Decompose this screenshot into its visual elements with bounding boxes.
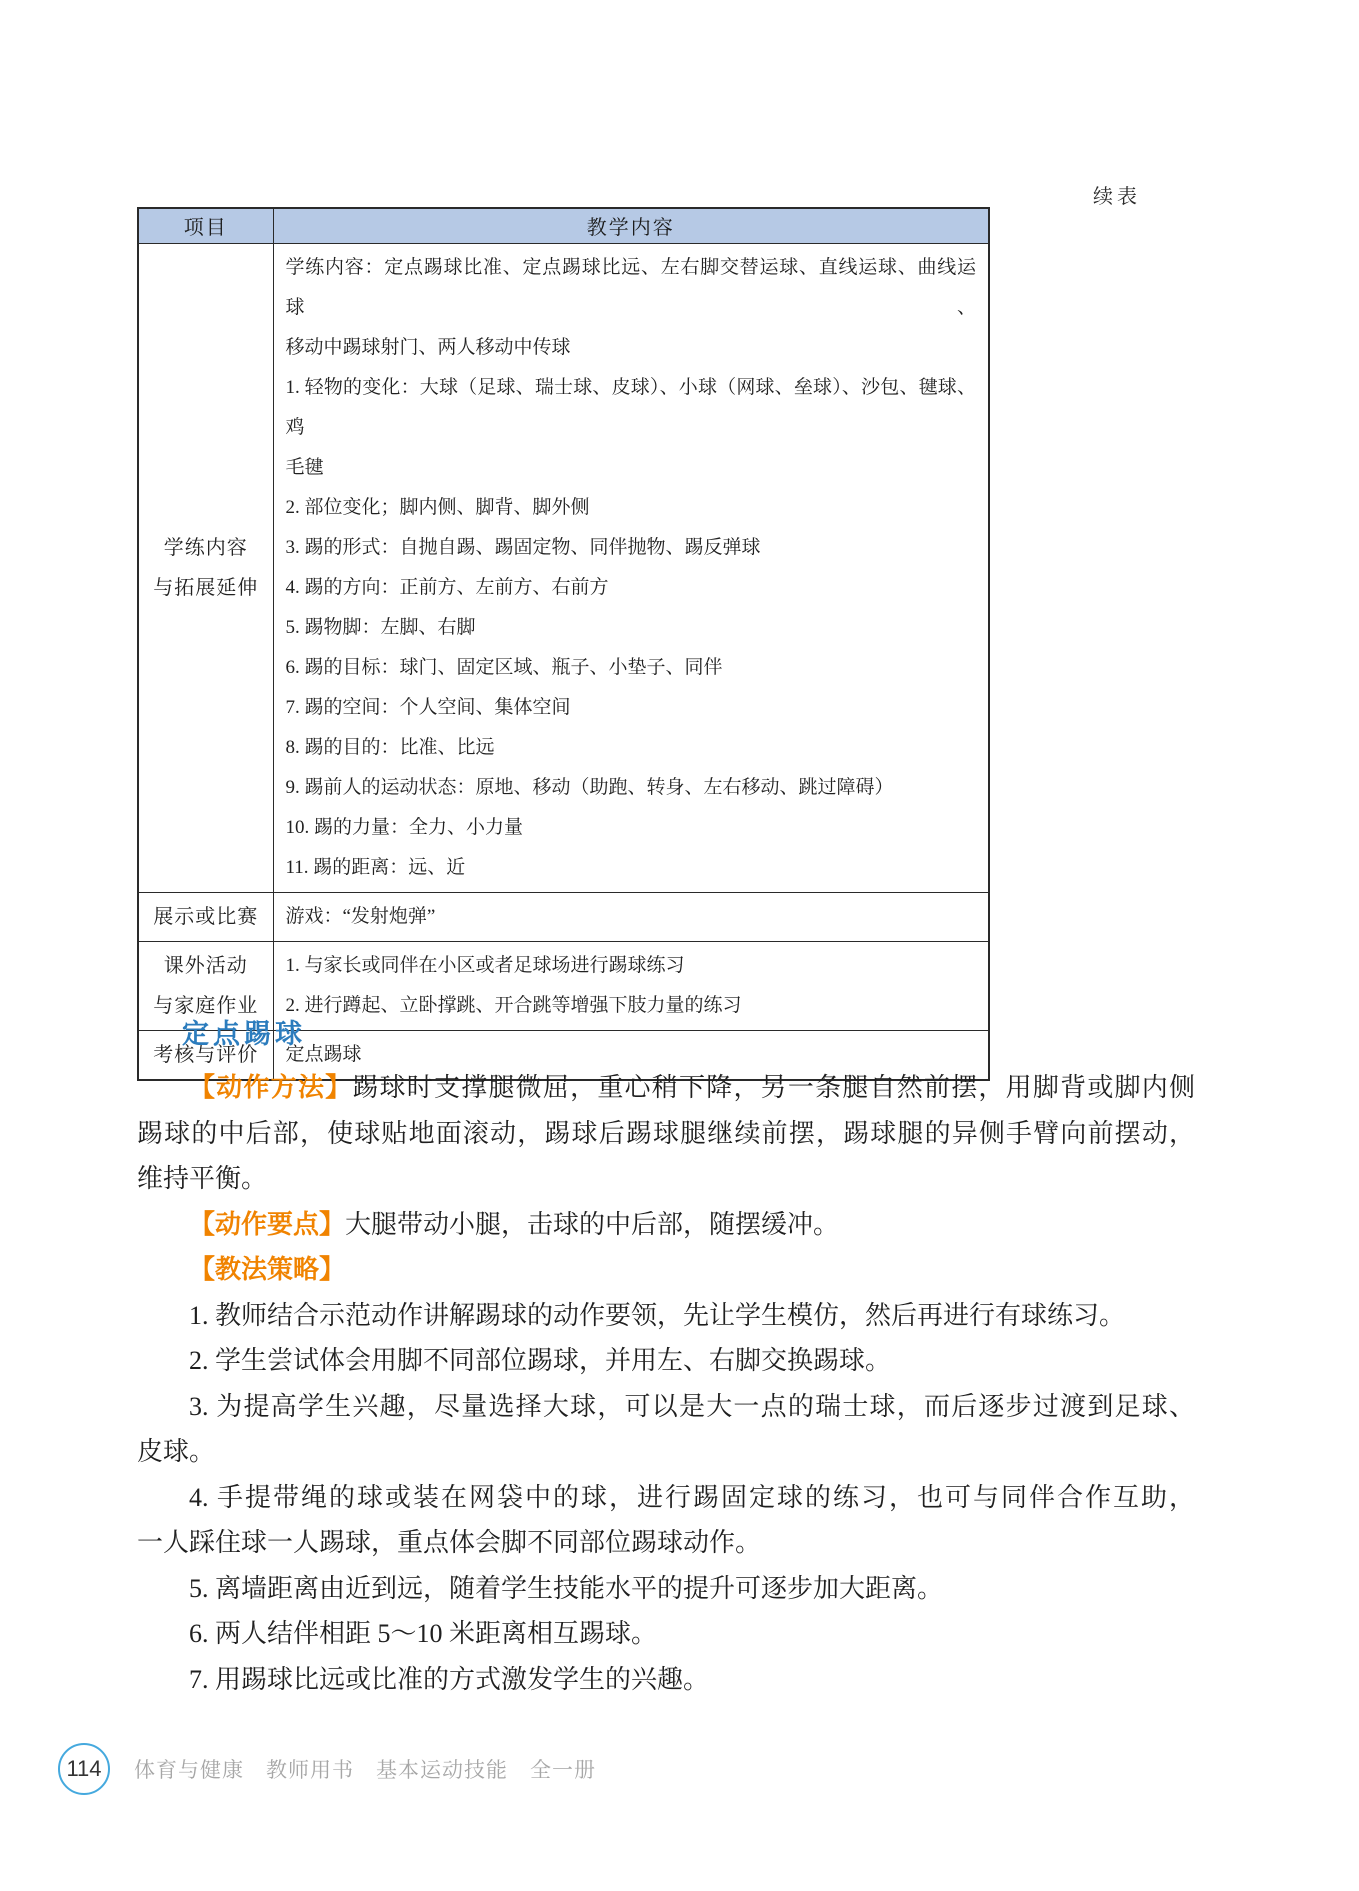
paragraph-line: 5. 离墙距离由近到远，随着学生技能水平的提升可逐步加大距离。 — [189, 1573, 944, 1603]
content-line: 1. 与家长或同伴在小区或者足球场进行踢球练习 — [285, 954, 685, 976]
paragraph-line: 皮球。 — [137, 1437, 216, 1466]
paragraph — [137, 1611, 1195, 1657]
content-line: 2. 进行蹲起、立卧撑跳、开合跳等增强下肢力量的练习 — [285, 994, 742, 1016]
table-header — [138, 208, 989, 243]
paragraph-line: 3. 为提高学生兴趣，尽量选择大球，可以是大一点的瑞士球，而后逐步过渡到足球、 — [189, 1391, 1195, 1421]
paragraph-line: 踢球的中后部，使球贴地面滚动，踢球后踢球腿继续前摆，踢球腿的异侧手臂向前摆动， — [137, 1118, 1195, 1148]
table-row — [138, 892, 989, 941]
content-line: 5. 踢物脚：左脚、右脚 — [285, 616, 476, 638]
content-line: 1. 轻物的变化：大球（足球、瑞士球、皮球）、小球（网球、垒球）、沙包、毽球、鸡 — [285, 376, 976, 438]
header-cell-item: 项目 — [138, 208, 273, 243]
paragraph-line: 2. 学生尝试体会用脚不同部位踢球，并用左、右脚交换踢球。 — [189, 1346, 892, 1375]
section-heading: 定点踢球 — [182, 1019, 306, 1049]
paragraph — [137, 1247, 1195, 1293]
paragraph-line: 6. 两人结伴相距 5～10 米距离相互踢球。 — [189, 1619, 658, 1648]
footer-book-title: 体育与健康 教师用书 基本运动技能 全一册 — [134, 1759, 596, 1782]
content-line: 7. 踢的空间：个人空间、集体空间 — [285, 696, 571, 718]
teaching-content-table — [137, 207, 990, 1081]
paragraph-line: 【动作要点】大腿带动小腿，击球的中后部，随摆缓冲。 — [189, 1208, 840, 1239]
teaching-table-body — [138, 243, 989, 1080]
page-number-badge: 114 — [58, 1743, 110, 1795]
row-label — [138, 892, 273, 941]
content-line: 移动中踢球射门、两人移动中传球 — [285, 336, 571, 358]
bracket-tag: 【动作方法】 — [189, 1072, 353, 1102]
content-line: 学练内容：定点踢球比准、定点踢球比远、左右脚交替运球、直线运球、曲线运球、 — [285, 256, 976, 318]
paragraph-line: 4. 手提带绳的球或装在网袋中的球，进行踢固定球的练习，也可与同伴合作互助， — [189, 1482, 1195, 1512]
paragraph-line — [137, 1247, 1195, 1293]
continuation-note: 续表 — [1093, 186, 1141, 208]
content-line: 8. 踢的目的：比准、比远 — [285, 736, 495, 758]
content-line: 定点踢球 — [285, 1043, 362, 1065]
content-line: 毛毽 — [285, 456, 324, 478]
content-line: 9. 踢前人的运动状态：原地、移动（助跑、转身、左右移动、跳过障碍） — [285, 776, 894, 798]
row-label-line: 与家庭作业 — [153, 994, 259, 1017]
paragraph — [137, 1475, 1195, 1566]
section-body — [137, 1012, 1195, 1702]
paragraph-line: 7. 用踢球比远或比准的方式激发学生的兴趣。 — [189, 1664, 710, 1694]
content-line: 6. 踢的目标：球门、固定区域、瓶子、小垫子、同伴 — [285, 656, 723, 678]
content-line: 4. 踢的方向：正前方、左前方、右前方 — [285, 576, 609, 598]
section-paragraphs — [137, 1065, 1195, 1702]
content-line: 游戏：“发射炮弹” — [285, 905, 436, 927]
row-label-line: 与拓展延伸 — [153, 576, 259, 599]
page-footer — [58, 1743, 596, 1795]
row-content — [273, 243, 989, 892]
row-label-line: 课外活动 — [163, 954, 248, 977]
row-label-line: 展示或比赛 — [153, 905, 259, 928]
row-content — [273, 892, 989, 941]
paragraph — [137, 1293, 1195, 1339]
paragraph — [137, 1657, 1195, 1703]
row-label-line: 学练内容 — [163, 536, 248, 559]
paragraph — [137, 1566, 1195, 1612]
table-row — [138, 243, 989, 892]
row-label — [138, 243, 273, 892]
paragraph — [137, 1384, 1195, 1475]
paragraph — [137, 1202, 1195, 1248]
content-line: 10. 踢的力量：全力、小力量 — [285, 816, 524, 838]
paragraph-line: 维持平衡。 — [137, 1164, 268, 1193]
content-line: 2. 部位变化；脚内侧、脚背、脚外侧 — [285, 496, 590, 518]
bracket-tag: 【动作要点】 — [189, 1208, 346, 1239]
row-label-line: 考核与评价 — [153, 1043, 259, 1066]
paragraph — [137, 1338, 1195, 1384]
bracket-tag: 【教法策略】 — [189, 1254, 346, 1284]
content-line: 11. 踢的距离：远、近 — [285, 856, 466, 878]
paragraph-line: 【动作方法】踢球时支撑腿微屈，重心稍下降，另一条腿自然前摆，用脚背或脚内侧 — [189, 1072, 1195, 1102]
paragraph-line: 1. 教师结合示范动作讲解踢球的动作要领，先让学生模仿，然后再进行有球练习。 — [189, 1300, 1126, 1330]
paragraph — [137, 1065, 1195, 1202]
content-line: 3. 踢的形式：自抛自踢、踢固定物、同伴抛物、踢反弹球 — [285, 536, 761, 558]
header-cell-content: 教学内容 — [273, 208, 989, 243]
paragraph-line: 一人踩住球一人踢球，重点体会脚不同部位踢球动作。 — [137, 1528, 762, 1557]
